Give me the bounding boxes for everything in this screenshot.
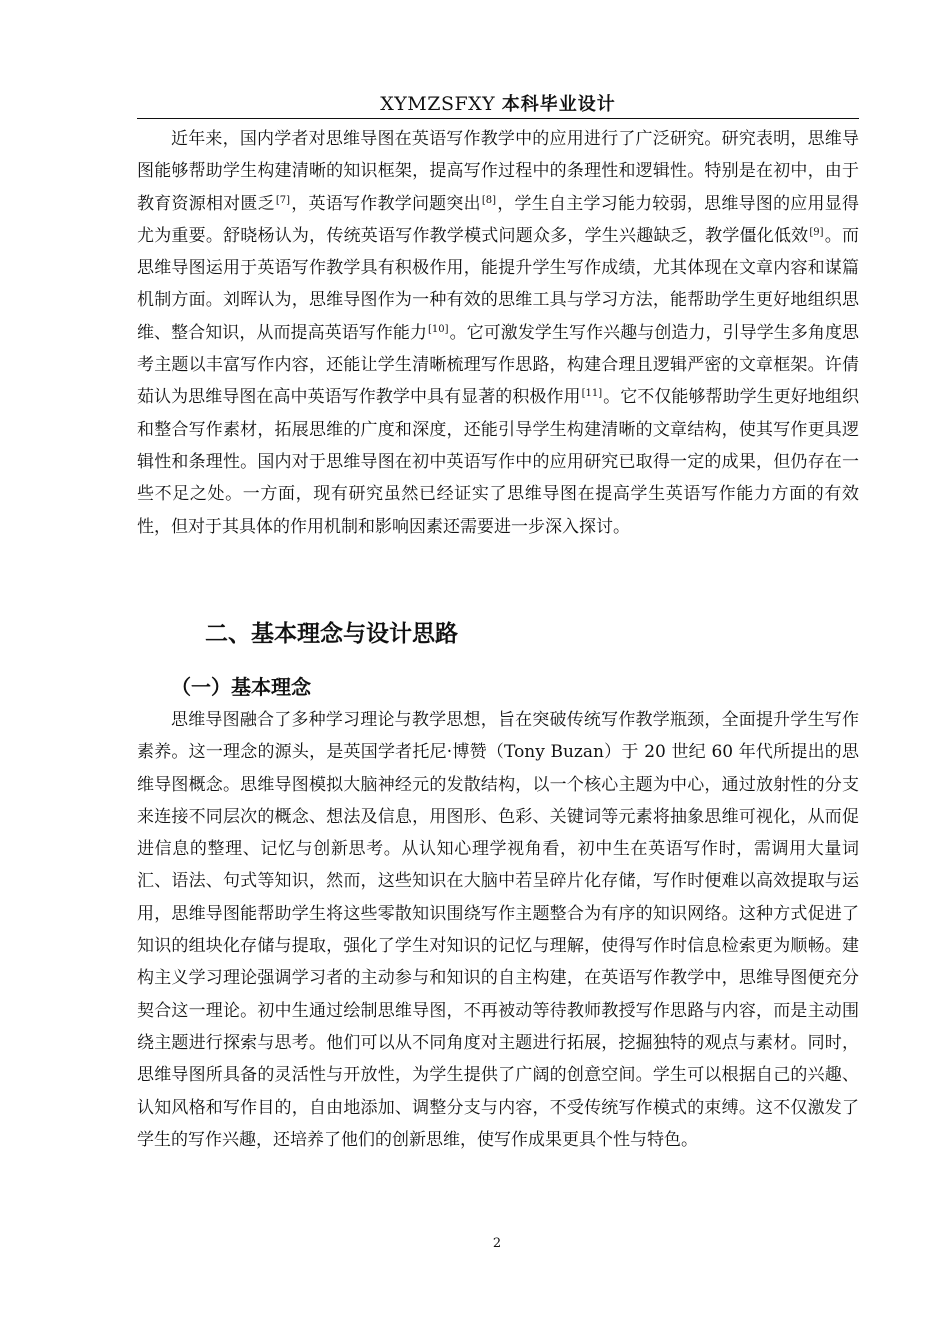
paragraph-basic-concept: 思维导图融合了多种学习理论与教学思想，旨在突破传统写作教学瓶颈，全面提升学生写作素养。这一理念的源头，是英国学者托尼·博赞（Tony Buzan）于 20 世纪 60 年代所提出的思维导图概念。思维导图模拟大脑神经元的发散结构，以一个核心主题为中心，通过放射性的分支来连接不同层次的概念、想法及信息，用图形、色彩、关键词等元素将抽象思维可视化，从而促进信息的整理、记忆与创新思考。从认知心理学视角看，初中生在英语写作时，需调用大量词汇、语法、句式等知识，然而，这些知识在大脑中若呈碎片化存储，写作时便难以高效提取与运用，思维导图能帮助学生将这些零散知识围绕写作主题整合为有序的知识网络。这种方式促进了知识的组块化存储与提取，强化了学生对知识的记忆与理解，使得写作时信息检索更为顺畅。建构主义学习理论强调学习者的主动参与和知识的自主构建，在英语写作教学中，思维导图便充分契合这一理论。初中生通过绘制思维导图，不再被动等待教师教授写作思路与内容，而是主动围绕主题进行探索与思考。他们可以从不同角度对主题进行拓展，挖掘独特的观点与素材。同时，思维导图所具备的灵活性与开放性，为学生提供了广阔的创意空间。学生可以根据自己的兴趣、认知风格和写作目的，自由地添加、调整分支与内容，不受传统写作模式的束缚。这不仅激发了学生的写作兴趣，还培养了他们的创新思维，使写作成果更具个性与特色。 [137,710,859,1150]
header-divider [137,118,859,119]
paragraph1-text-2: ，英语写作教学问题突出 [291,193,481,214]
paragraph1-text-5: 。它可激发学生写作兴趣与创造力，引导学生多角度思考主题以丰富写作内容，还能让学生清晰梳理写作思路，构建合理且逻辑严密的文章框架。许倩茹认为思维导图在高中英语写作教学中具有显著的积极作用 [137,322,860,408]
citation-10: [10] [428,323,449,335]
paragraph1-text-3: ，学生自主学习能力较弱，思维导图的应用显得尤为重要。舒晓杨认为，传统英语写作教学模式问题众多，学生兴趣缺乏，教学僵化低效 [137,193,860,246]
header-latin-text: XYMZSFXY [380,93,496,115]
section-heading-basic-concept-and-design: 二、基本理念与设计思路 [205,621,458,647]
citation-8: [8] [481,194,497,206]
citation-7: [7] [275,194,291,206]
subsection-heading-basic-concept: （一）基本理念 [171,675,311,699]
paragraph1-text-6: 。它不仅能够帮助学生更好地组织和整合写作素材，拓展思维的广度和深度，还能引导学生构建清晰的文章结构，使其写作更具逻辑性和条理性。国内对于思维导图在初中英语写作中的应用研究已取得一定的成果，但仍存在一些不足之处。一方面，现有研究虽然已经证实了思维导图在提高学生英语写作能力方面的有效性，但对于其具体的作用机制和影响因素还需要进一步深入探讨。 [137,387,860,537]
page-header [137,91,859,118]
page-number: 2 [492,1236,502,1251]
citation-11: [11] [581,388,603,400]
citation-9: [9] [809,226,824,238]
paragraph-domestic-research [137,123,859,543]
header-chinese-text: 本科毕业设计 [501,94,616,115]
paragraph1-text-4: 。而思维导图运用于英语写作教学具有积极作用，能提升学生写作成绩，尤其体现在文章内容和谋篇机制方面。刘晖认为，思维导图作为一种有效的思维工具与学习方法，能帮助学生更好地组织思维、整合知识，从而提高英语写作能力 [137,225,860,343]
paragraph1-text-1: 近年来，国内学者对思维导图在英语写作教学中的应用进行了广泛研究。研究表明，思维导图能够帮助学生构建清晰的知识框架，提高写作过程中的条理性和逻辑性。特别是在初中，由于教育资源相对匮乏 [137,129,859,214]
